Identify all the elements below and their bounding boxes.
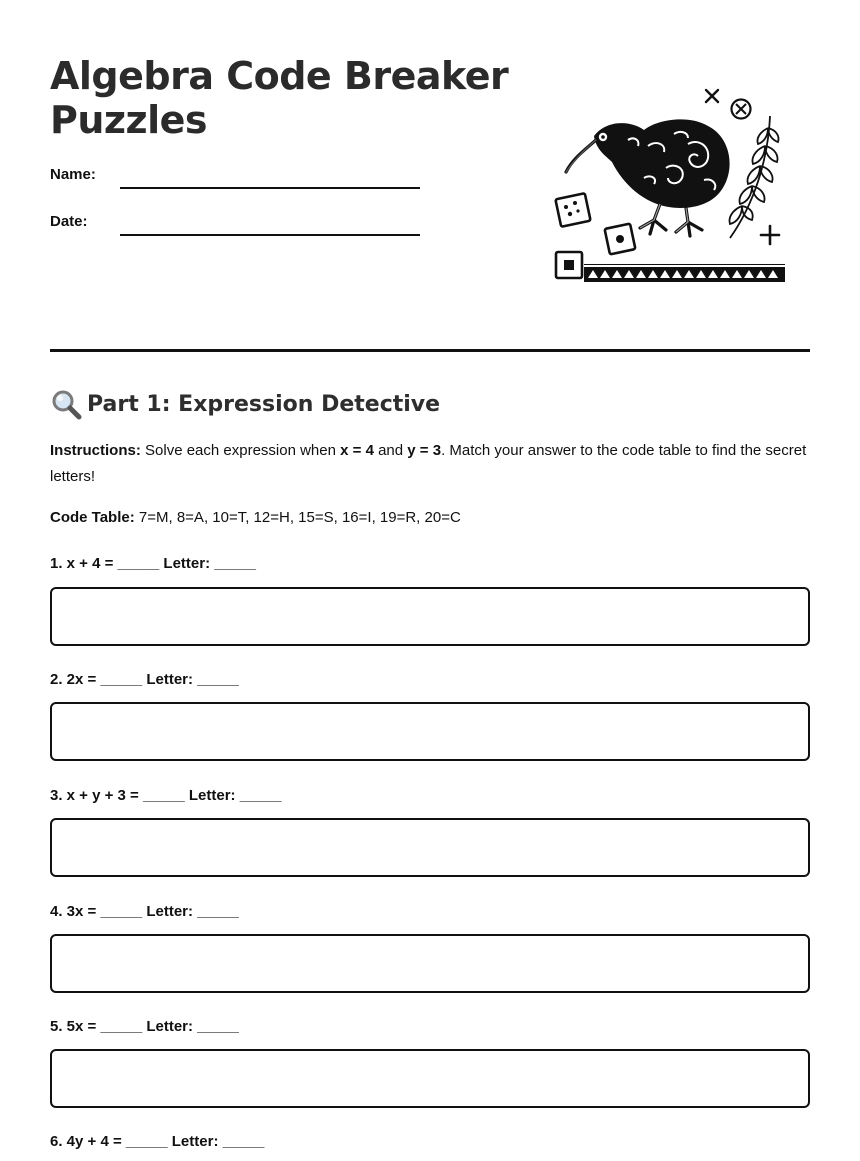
plus-icon <box>761 226 779 244</box>
instructions-text-2: and <box>373 442 408 459</box>
date-field[interactable] <box>120 234 420 236</box>
question-1-label: 1. x + 4 = _____ Letter: _____ <box>50 555 256 572</box>
instructions-text-1: Solve each expression when <box>140 442 341 459</box>
magnifying-glass-icon <box>50 388 82 420</box>
code-table-label: Code Table: <box>50 509 135 526</box>
dice-icon <box>555 193 590 227</box>
part-1-title: Part 1: Expression Detective <box>87 391 441 417</box>
name-label: Name: <box>50 166 96 183</box>
x-value: x = 4 <box>340 442 374 459</box>
instructions-text-3: . Match your answer to the code table to find the secret letters! <box>50 442 807 485</box>
date-label: Date: <box>50 213 88 230</box>
question-2-label: 2. 2x = _____ Letter: _____ <box>50 671 239 688</box>
instructions <box>50 438 810 490</box>
name-field[interactable] <box>120 187 420 189</box>
kiwi-bird-illustration <box>548 80 798 290</box>
page-title-line-2: Puzzles <box>50 98 208 142</box>
question-6-label: 6. 4y + 4 = _____ Letter: _____ <box>50 1133 265 1150</box>
answer-box-5[interactable] <box>50 1049 810 1108</box>
instructions-label: Instructions: <box>50 442 141 459</box>
answer-box-1[interactable] <box>50 587 810 646</box>
page-title <box>50 54 520 142</box>
answer-box-3[interactable] <box>50 818 810 877</box>
question-4-label: 4. 3x = _____ Letter: _____ <box>50 903 239 920</box>
dice-icon <box>605 224 636 255</box>
pattern-strip <box>584 264 785 282</box>
section-divider <box>50 349 810 352</box>
page-title-line-1: Algebra Code Breaker <box>50 54 509 98</box>
dice-icon <box>556 252 582 278</box>
question-3-label: 3. x + y + 3 = _____ Letter: _____ <box>50 787 282 804</box>
code-table <box>50 506 810 530</box>
answer-box-4[interactable] <box>50 934 810 993</box>
answer-box-2[interactable] <box>50 702 810 761</box>
code-table-values: 7=M, 8=A, 10=T, 12=H, 15=S, 16=I, 19=R, 20=C <box>134 509 461 526</box>
question-5-label: 5. 5x = _____ Letter: _____ <box>50 1018 239 1035</box>
y-value: y = 3 <box>407 442 442 459</box>
part-1-heading <box>50 388 440 420</box>
plus-icon <box>706 90 718 102</box>
fern-icon <box>730 116 779 238</box>
plus-circle-icon <box>732 100 751 119</box>
